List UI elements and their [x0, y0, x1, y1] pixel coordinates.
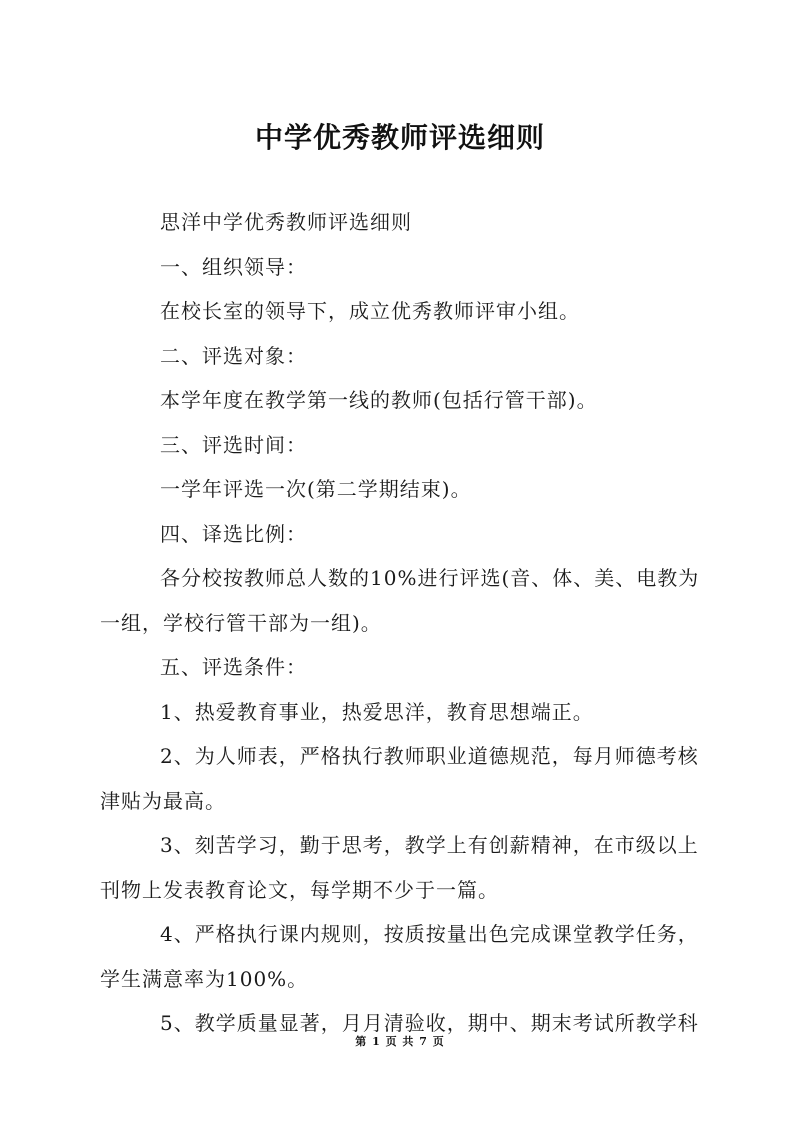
list-item: 1、热爱教育事业，热爱思洋，教育思想端正。 — [160, 699, 594, 724]
paragraph: 在校长室的领导下，成立优秀教师评审小组。 — [160, 299, 580, 323]
document-title: 中学优秀教师评选细则 — [254, 121, 545, 154]
section-heading: 五、评选条件： — [160, 655, 307, 679]
paragraph: 本学年度在教学第一线的教师(包括行管干部)。 — [160, 388, 598, 412]
list-item: 2、为人师表，严格执行教师职业道德规范，每月师德考核津贴为最高。 — [100, 744, 699, 813]
section-heading: 四、译选比例： — [160, 521, 307, 546]
section-heading: 三、评选时间： — [160, 432, 307, 457]
paragraph: 各分校按教师总人数的10%进行评选(音、体、美、电教为一组，学校行管干部为一组)。 — [100, 566, 700, 635]
document-body — [100, 200, 710, 1046]
list-item: 5、教学质量显著，月月清验收，期中、期末考试所教学科 — [160, 1011, 699, 1035]
section-heading: 二、评选对象： — [160, 343, 307, 368]
page-footer: 第 1 页 共 7 页 — [355, 1035, 445, 1048]
list-item: 3、刻苦学习，勤于思考，教学上有创薪精神，在市级以上刊物上发表教育论文，每学期不少于一篇。 — [100, 833, 699, 902]
section-heading: 一、组织领导： — [160, 254, 307, 279]
paragraph: 一学年评选一次(第二学期结束)。 — [160, 477, 472, 501]
paragraph: 思洋中学优秀教师评选细则 — [160, 210, 412, 234]
list-item: 4、严格执行课内规则，按质按量出色完成课堂教学任务，学生满意率为100%。 — [100, 922, 699, 991]
